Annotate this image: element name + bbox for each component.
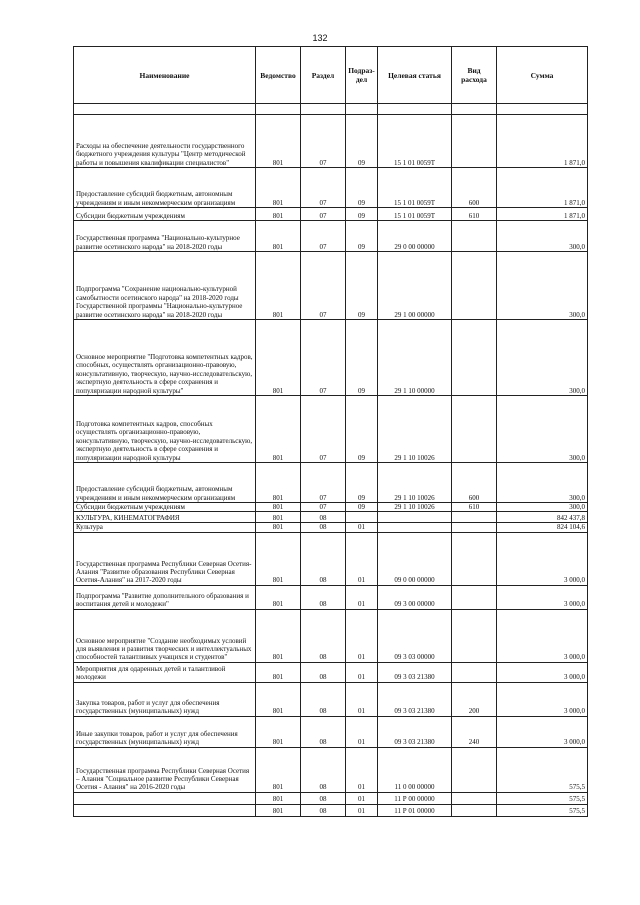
cell-name: Расходы на обеспечение деятельности государственного бюджетного учреждения культуры "Центр методической работы и повышения квалификации специалистов" (74, 115, 256, 168)
budget-table (73, 46, 588, 817)
cell-sum: 842 437,8 (497, 512, 588, 523)
table-row (74, 115, 588, 168)
table-row (74, 747, 588, 792)
table-row (74, 512, 588, 523)
cell-subsection: 01 (346, 585, 378, 609)
cell-name: Государственная программа "Национально-культурное развитие осетинского народа" на 2018-2020 годы (74, 221, 256, 252)
cell-sum: 1 871,0 (497, 168, 588, 208)
cell-section: 08 (301, 512, 346, 523)
cell-exp-type (452, 512, 497, 523)
cell-target: 29 1 10 00000 (378, 320, 452, 396)
table-body (74, 104, 588, 817)
cell-sum: 575,5 (497, 804, 588, 816)
cell-dept: 801 (256, 463, 301, 503)
cell-target: 15 1 01 0059Т (378, 115, 452, 168)
cell-name: Предоставление субсидий бюджетным, автономным учреждениям и иным некоммерческим организациям (74, 463, 256, 503)
cell-subsection: 09 (346, 115, 378, 168)
spacer-cell (452, 104, 497, 115)
cell-sum: 3 000,0 (497, 609, 588, 662)
header-sum: Сумма (497, 47, 588, 104)
cell-exp-type: 610 (452, 208, 497, 221)
cell-exp-type (452, 115, 497, 168)
cell-exp-type (452, 747, 497, 792)
cell-target: 29 1 10 10026 (378, 503, 452, 512)
cell-section: 07 (301, 115, 346, 168)
cell-subsection: 09 (346, 396, 378, 463)
spacer-cell (74, 104, 256, 115)
cell-dept: 801 (256, 792, 301, 804)
cell-dept: 801 (256, 532, 301, 585)
cell-name: Закупка товаров, работ и услуг для обеспечения государственных (муниципальных) нужд (74, 682, 256, 716)
table-row (74, 396, 588, 463)
header-dept: Ведомство (256, 47, 301, 104)
cell-target: 09 3 03 00000 (378, 609, 452, 662)
cell-dept: 801 (256, 512, 301, 523)
cell-subsection: 09 (346, 320, 378, 396)
cell-target: 29 0 00 00000 (378, 221, 452, 252)
table-row (74, 503, 588, 512)
cell-dept: 801 (256, 208, 301, 221)
cell-subsection: 01 (346, 792, 378, 804)
cell-name: Подпрограмма "Развитие дополнительного образования и воспитания детей и молодежи" (74, 585, 256, 609)
cell-exp-type (452, 609, 497, 662)
table-row (74, 208, 588, 221)
cell-section: 08 (301, 523, 346, 532)
cell-dept: 801 (256, 662, 301, 682)
cell-target: 09 3 00 00000 (378, 585, 452, 609)
cell-sum: 300,0 (497, 320, 588, 396)
cell-name: Государственная программа Республики Северная Осетия-Алания "Развитие образования Республики Северная Осетия-Алания" на 2017-2020 годы (74, 532, 256, 585)
cell-target (378, 512, 452, 523)
spacer-cell (378, 104, 452, 115)
table-row (74, 609, 588, 662)
cell-target: 15 1 01 0059Т (378, 168, 452, 208)
table-row (74, 585, 588, 609)
cell-dept: 801 (256, 682, 301, 716)
cell-target: 29 1 10 10026 (378, 396, 452, 463)
header-name: Наименование (74, 47, 256, 104)
cell-dept: 801 (256, 716, 301, 747)
cell-subsection: 01 (346, 523, 378, 532)
cell-sum: 824 104,6 (497, 523, 588, 532)
cell-dept: 801 (256, 804, 301, 816)
cell-sum: 3 000,0 (497, 662, 588, 682)
table-row (74, 716, 588, 747)
cell-target: 11 0 00 00000 (378, 747, 452, 792)
cell-target: 11 Р 00 00000 (378, 792, 452, 804)
cell-dept: 801 (256, 252, 301, 320)
cell-dept: 801 (256, 523, 301, 532)
cell-section: 08 (301, 716, 346, 747)
cell-exp-type: 240 (452, 716, 497, 747)
cell-dept: 801 (256, 320, 301, 396)
cell-subsection: 09 (346, 168, 378, 208)
table-row (74, 221, 588, 252)
cell-section: 08 (301, 662, 346, 682)
cell-exp-type (452, 523, 497, 532)
cell-subsection: 01 (346, 682, 378, 716)
cell-section: 07 (301, 221, 346, 252)
cell-dept: 801 (256, 221, 301, 252)
cell-sum: 300,0 (497, 463, 588, 503)
cell-exp-type (452, 532, 497, 585)
table-row (74, 252, 588, 320)
cell-sum: 3 000,0 (497, 716, 588, 747)
spacer-cell (301, 104, 346, 115)
table-row (74, 523, 588, 532)
cell-name (74, 792, 256, 804)
cell-subsection: 01 (346, 609, 378, 662)
cell-sum: 300,0 (497, 503, 588, 512)
table-row (74, 168, 588, 208)
cell-target: 11 Р 01 00000 (378, 804, 452, 816)
table-row (74, 463, 588, 503)
cell-name: Культура (74, 523, 256, 532)
cell-exp-type: 600 (452, 168, 497, 208)
cell-dept: 801 (256, 168, 301, 208)
cell-target: 09 3 03 21380 (378, 716, 452, 747)
cell-exp-type (452, 662, 497, 682)
spacer-cell (346, 104, 378, 115)
cell-exp-type (452, 221, 497, 252)
cell-section: 07 (301, 208, 346, 221)
cell-dept: 801 (256, 747, 301, 792)
cell-exp-type (452, 804, 497, 816)
cell-exp-type (452, 585, 497, 609)
table-row (74, 804, 588, 816)
cell-section: 07 (301, 503, 346, 512)
cell-target: 29 1 00 00000 (378, 252, 452, 320)
table-row (74, 320, 588, 396)
cell-sum: 1 871,0 (497, 115, 588, 168)
cell-subsection: 09 (346, 208, 378, 221)
table-row (74, 662, 588, 682)
header-subsection: Подраз-дел (346, 47, 378, 104)
cell-section: 07 (301, 168, 346, 208)
cell-sum: 575,5 (497, 792, 588, 804)
cell-dept: 801 (256, 585, 301, 609)
cell-target: 09 0 00 00000 (378, 532, 452, 585)
cell-section: 08 (301, 682, 346, 716)
cell-subsection: 01 (346, 747, 378, 792)
header-section: Раздел (301, 47, 346, 104)
cell-section: 07 (301, 252, 346, 320)
cell-sum: 3 000,0 (497, 532, 588, 585)
spacer-cell (497, 104, 588, 115)
cell-name: Предоставление субсидий бюджетным, автономным учреждениям и иным некоммерческим организациям (74, 168, 256, 208)
cell-exp-type (452, 252, 497, 320)
spacer-cell (256, 104, 301, 115)
cell-sum: 3 000,0 (497, 585, 588, 609)
cell-target: 09 3 03 21380 (378, 682, 452, 716)
cell-sum: 300,0 (497, 252, 588, 320)
cell-subsection (346, 512, 378, 523)
cell-name: Государственная программа Республики Северная Осетия – Алания "Социальное развитие Республики Северная Осетия - Алания" на 2016-2020 годы (74, 747, 256, 792)
cell-name: Субсидии бюджетным учреждениям (74, 503, 256, 512)
cell-exp-type: 610 (452, 503, 497, 512)
cell-subsection: 01 (346, 532, 378, 585)
page-number: 132 (312, 33, 328, 43)
header-exp-type: Вид расхода (452, 47, 497, 104)
cell-section: 07 (301, 396, 346, 463)
cell-subsection: 09 (346, 252, 378, 320)
cell-section: 08 (301, 532, 346, 585)
cell-subsection: 09 (346, 463, 378, 503)
header-spacer-row (74, 104, 588, 115)
cell-name: Основное мероприятие "Подготовка компетентных кадров, способных, осуществлять организационно-правовую, консультативную, творческую, научно-исследовательскую, экспертную деятельность в сфере сохранения и популяризации народной культуры" (74, 320, 256, 396)
cell-section: 08 (301, 792, 346, 804)
cell-sum: 300,0 (497, 396, 588, 463)
cell-exp-type: 200 (452, 682, 497, 716)
cell-dept: 801 (256, 609, 301, 662)
cell-name: КУЛЬТУРА, КИНЕМАТОГРАФИЯ (74, 512, 256, 523)
cell-sum: 300,0 (497, 221, 588, 252)
cell-subsection: 01 (346, 804, 378, 816)
cell-section: 07 (301, 320, 346, 396)
cell-target: 09 3 03 21380 (378, 662, 452, 682)
cell-dept: 801 (256, 115, 301, 168)
cell-exp-type (452, 320, 497, 396)
cell-section: 08 (301, 585, 346, 609)
cell-exp-type (452, 396, 497, 463)
cell-name: Мероприятия для одаренных детей и талантливой молодежи (74, 662, 256, 682)
cell-name: Субсидии бюджетным учреждениям (74, 208, 256, 221)
table-row (74, 682, 588, 716)
cell-exp-type: 600 (452, 463, 497, 503)
cell-dept: 801 (256, 396, 301, 463)
cell-name: Иные закупки товаров, работ и услуг для обеспечения государственных (муниципальных) нужд (74, 716, 256, 747)
cell-section: 08 (301, 609, 346, 662)
table-row (74, 532, 588, 585)
cell-exp-type (452, 792, 497, 804)
cell-name: Подготовка компетентных кадров, способных осуществлять организационно-правовую, консультативную, творческую, научно-исследовательскую, экспертную деятельность в сфере сохранения и популяризации народной культуры (74, 396, 256, 463)
cell-target (378, 523, 452, 532)
cell-dept: 801 (256, 503, 301, 512)
cell-name: Подпрограмма "Сохранение национально-культурной самобытности осетинского народа" на 2018-2020 годы Государственной программы "Национально-культурное развитие осетинского народа" на 2018-2020 годы (74, 252, 256, 320)
cell-subsection: 01 (346, 716, 378, 747)
table-row (74, 792, 588, 804)
cell-sum: 3 000,0 (497, 682, 588, 716)
cell-sum: 1 871,0 (497, 208, 588, 221)
cell-name: Основное мероприятие "Создание необходимых условий для выявления и развития творческих и интеллектуальных способностей талантливых учащихся и студентов" (74, 609, 256, 662)
cell-section: 08 (301, 747, 346, 792)
cell-target: 29 1 10 10026 (378, 463, 452, 503)
cell-sum: 575,5 (497, 747, 588, 792)
cell-subsection: 01 (346, 662, 378, 682)
header-target: Целевая статья (378, 47, 452, 104)
cell-target: 15 1 01 0059Т (378, 208, 452, 221)
table-header-row (74, 47, 588, 104)
cell-subsection: 09 (346, 503, 378, 512)
cell-section: 07 (301, 463, 346, 503)
cell-section: 08 (301, 804, 346, 816)
cell-name (74, 804, 256, 816)
cell-subsection: 09 (346, 221, 378, 252)
